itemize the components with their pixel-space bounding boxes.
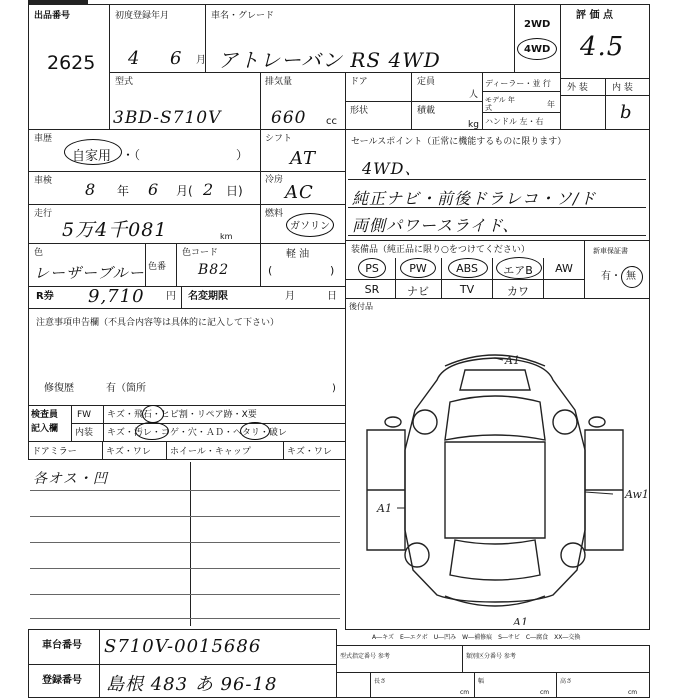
diagram-legend: A―キズ E―エクボ U―凹み W―補修痕 S―サビ C―腐食 XX―交換 xyxy=(372,634,581,641)
sales-line-3 xyxy=(348,235,646,236)
chassis-label: 車台番号 xyxy=(42,640,82,651)
inspection-month: 6 xyxy=(148,180,160,199)
equip-aw: AW xyxy=(555,262,573,275)
shift-value: AT xyxy=(290,148,317,169)
note-line-6 xyxy=(30,618,340,619)
equip-airbag-circle xyxy=(496,257,542,279)
inspector-int-circle-1 xyxy=(135,422,169,440)
hood-detail xyxy=(460,370,530,390)
wheel-front-left xyxy=(413,410,437,434)
left-mirror xyxy=(385,417,401,427)
history-value: 自家用 xyxy=(72,149,112,164)
equip-airbag: エアB xyxy=(503,264,533,277)
color-value: レーザーブルー xyxy=(34,264,145,282)
inspector-int: 内装 xyxy=(75,428,94,438)
warranty-yes: 有・ xyxy=(601,271,621,282)
name-change-label: 名変期限 xyxy=(188,291,228,302)
shape-label: 形状 xyxy=(350,106,369,116)
warranty-label: 新車保証書 xyxy=(593,247,628,255)
ext-int-hdivider xyxy=(560,95,650,96)
sales-point-2: 純正ナビ・前後ドラレコ・ソ/ド xyxy=(352,189,597,208)
hgt-label: 高さ xyxy=(560,678,573,685)
spec-v4 xyxy=(556,672,557,698)
first-reg-month-unit: 月 xyxy=(196,55,206,66)
model-year-unit: 年 xyxy=(547,100,555,109)
drive-4wd: 4WD xyxy=(524,44,551,55)
spec-v1 xyxy=(462,645,463,672)
color-code-value: B82 xyxy=(198,262,230,278)
damage-mark-rear: A1 xyxy=(513,616,528,625)
mileage-value: 5万4千081 xyxy=(62,219,168,241)
cc-unit: cc xyxy=(326,116,337,127)
inspector-label-2: 記入欄 xyxy=(31,424,59,434)
roof xyxy=(445,442,545,538)
history-label: 車歴 xyxy=(34,134,53,144)
lot-number: 2625 xyxy=(47,52,96,74)
spec-h1 xyxy=(336,672,650,673)
model-label: 型式 xyxy=(115,77,134,87)
recycle-value: 9,710 xyxy=(88,286,145,307)
repair-label: 修復歴 xyxy=(44,383,74,394)
inspector-wheel: ホイール・キャップ xyxy=(170,447,251,457)
front-bumper xyxy=(445,355,545,366)
score-label: 評 価 点 xyxy=(576,10,613,21)
fuel-diesel-paren-open: ( xyxy=(268,264,273,277)
inspection-label: 車検 xyxy=(34,176,53,186)
inspector-handwritten: 各オス・凹 xyxy=(33,471,108,487)
inspector-door: ドアミラー xyxy=(32,447,77,457)
ext-int-divider xyxy=(605,78,606,130)
inspector-door-text: キズ・ワレ xyxy=(106,447,151,457)
len-label: 長さ xyxy=(374,678,387,685)
name-change-day: 日 xyxy=(327,291,337,302)
car-body-outline xyxy=(405,358,585,602)
wid-label: 幅 xyxy=(478,678,485,685)
warranty-no-circle xyxy=(621,266,643,288)
exterior-label: 外 装 xyxy=(567,83,588,93)
recycle-yen: 円 xyxy=(166,291,176,302)
notes-area-divider xyxy=(190,462,191,626)
interior-score: b xyxy=(620,102,633,123)
vehicle-name: アトレーバン RS 4WD xyxy=(218,48,441,72)
color-code-label: 色コード xyxy=(182,248,219,258)
drive-2wd: 2WD xyxy=(524,19,551,30)
insp-h2 xyxy=(28,441,346,442)
handle-label: ハンドル 左・右 xyxy=(485,117,544,126)
dealer-label: ディーラー・並 行 xyxy=(485,79,551,88)
equip-abs-circle xyxy=(448,258,488,278)
fuel-gasoline: ガソリン xyxy=(290,221,330,232)
damage-mark-right: Aw1 xyxy=(625,488,649,501)
after-market-label: 後付品 xyxy=(349,302,373,311)
capacity-label: 定員 xyxy=(417,77,436,87)
displacement-label: 排気量 xyxy=(265,77,293,87)
color-label: 色 xyxy=(34,248,44,258)
right-mirror xyxy=(589,417,605,427)
shift-label: シフト xyxy=(265,134,293,144)
reg-label: 登録番号 xyxy=(42,675,82,686)
insp-h1 xyxy=(71,423,346,424)
inspector-fw-circle xyxy=(142,405,164,423)
equip-ps: PS xyxy=(365,262,379,275)
fuel-diesel: 軽 油 xyxy=(286,249,310,260)
sales-points-label: セールスポイント（正常に機能するものに限ります） xyxy=(351,137,567,147)
sales-point-1: 4WD、 xyxy=(362,159,422,178)
equip-col-4 xyxy=(543,258,544,299)
warranty-no: 無 xyxy=(626,271,636,282)
lot-number-label: 出品番号 xyxy=(34,11,71,21)
spec-v2 xyxy=(370,672,371,698)
equip-col-1 xyxy=(395,258,396,299)
wid-cm: cm xyxy=(540,689,550,696)
first-reg-label: 初度登録年月 xyxy=(115,11,170,21)
damage-mark-front: A1 xyxy=(505,354,520,367)
spec-label-1: 型式指定番号 参考 xyxy=(340,653,390,660)
vehicle-name-label: 車名・グレード xyxy=(211,11,275,21)
equip-tv: TV xyxy=(459,283,475,296)
insp-v5 xyxy=(283,441,284,460)
model-year-label: モデル 年式 xyxy=(485,96,515,112)
inspector-label-1: 検査員 xyxy=(31,410,59,420)
dealer-divider-1 xyxy=(482,91,561,92)
inspection-year-unit: 年 xyxy=(117,184,130,198)
hgt-cm: cm xyxy=(628,689,638,696)
equip-ps-circle xyxy=(358,258,386,278)
rear-window xyxy=(450,540,540,580)
inspector-wheel-text: キズ・ワレ xyxy=(287,447,332,457)
repair-close: ) xyxy=(332,383,336,394)
kg-unit: kg xyxy=(468,120,479,130)
person-unit: 人 xyxy=(469,90,479,100)
notes-label: 注意事項申告欄（不具合内容等は具体的に記入して下さい） xyxy=(36,318,280,328)
equip-abs: ABS xyxy=(456,262,478,275)
note-line-2 xyxy=(30,516,340,517)
displacement-value: 660 xyxy=(271,108,307,128)
inspector-int-text: キズ・汚レ・コゲ・穴・ＡＤ・ヘタリ・破レ xyxy=(107,428,287,438)
inspection-day: 2 xyxy=(203,180,215,199)
inspection-day-unit: 日) xyxy=(226,184,243,198)
mark-line-right xyxy=(585,492,613,494)
color-no-label: 色番 xyxy=(148,262,167,272)
interior-label: 内 装 xyxy=(612,83,633,93)
reg-value: 島根 483 あ 96-18 xyxy=(106,674,278,695)
repair-value: 有（箇所 xyxy=(106,383,146,394)
inspector-fw-text: キズ・飛石・ヒビ割・リペア跡・X要 xyxy=(107,410,257,420)
sales-line-2 xyxy=(348,207,646,208)
score-value: 4.5 xyxy=(580,32,625,62)
fuel-diesel-paren-close: ) xyxy=(330,264,335,277)
wheel-rear-right xyxy=(561,543,585,567)
dealer-divider-2 xyxy=(482,112,561,113)
len-cm: cm xyxy=(460,689,470,696)
windshield xyxy=(445,396,545,440)
equip-pw: PW xyxy=(409,262,427,275)
sales-point-3: 両側パワースライド、 xyxy=(352,216,520,235)
inspection-year: 8 xyxy=(85,180,97,199)
insp-v3 xyxy=(102,441,103,460)
mileage-label: 走行 xyxy=(34,209,53,219)
ac-value: AC xyxy=(285,182,314,203)
note-line-3 xyxy=(30,542,340,543)
history-paren: ・（ ） xyxy=(122,148,249,162)
inspector-int-circle-2 xyxy=(240,422,270,440)
wheel-front-right xyxy=(553,410,577,434)
inspector-fw: FW xyxy=(77,410,92,420)
door-label: ドア xyxy=(350,77,368,87)
damage-mark-left: A1 xyxy=(377,502,392,515)
fuel-gasoline-circle xyxy=(286,213,334,237)
wheel-rear-left xyxy=(405,543,429,567)
fuel-label: 燃料 xyxy=(265,209,284,219)
km-unit: km xyxy=(220,232,233,241)
equip-sr: SR xyxy=(364,283,380,296)
recycle-label: R券 xyxy=(36,291,54,302)
name-change-month: 月 xyxy=(285,291,295,302)
spec-v3 xyxy=(474,672,475,698)
equip-col-3 xyxy=(492,258,493,299)
history-circle xyxy=(64,139,122,165)
drive-4wd-circle xyxy=(517,38,557,60)
equipment-label: 装備品（純正品に限り○をつけてください） xyxy=(351,245,530,255)
note-line-5 xyxy=(30,594,340,595)
model-value: 3BD-S710V xyxy=(113,108,222,128)
sales-line-1 xyxy=(348,179,646,180)
first-reg-month: 6 xyxy=(170,48,183,69)
equip-divider xyxy=(345,279,585,280)
first-reg-year: 4 xyxy=(128,48,141,69)
chassis-value: S710V-0015686 xyxy=(104,636,262,657)
spec-label-2: 類別区分番号 参考 xyxy=(466,653,516,660)
ac-label: 冷房 xyxy=(265,175,284,185)
equip-pw-circle xyxy=(400,258,436,278)
insp-v4 xyxy=(166,441,167,460)
inspection-month-unit: 月( xyxy=(176,184,193,198)
rear-bumper xyxy=(445,596,545,606)
car-diagram xyxy=(345,330,650,625)
load-label: 積載 xyxy=(417,106,436,116)
equip-col-2 xyxy=(441,258,442,299)
equip-navi: ナビ xyxy=(407,285,429,298)
note-line-4 xyxy=(30,568,340,569)
note-line-1 xyxy=(30,490,340,491)
equip-kawa: カワ xyxy=(507,285,529,298)
